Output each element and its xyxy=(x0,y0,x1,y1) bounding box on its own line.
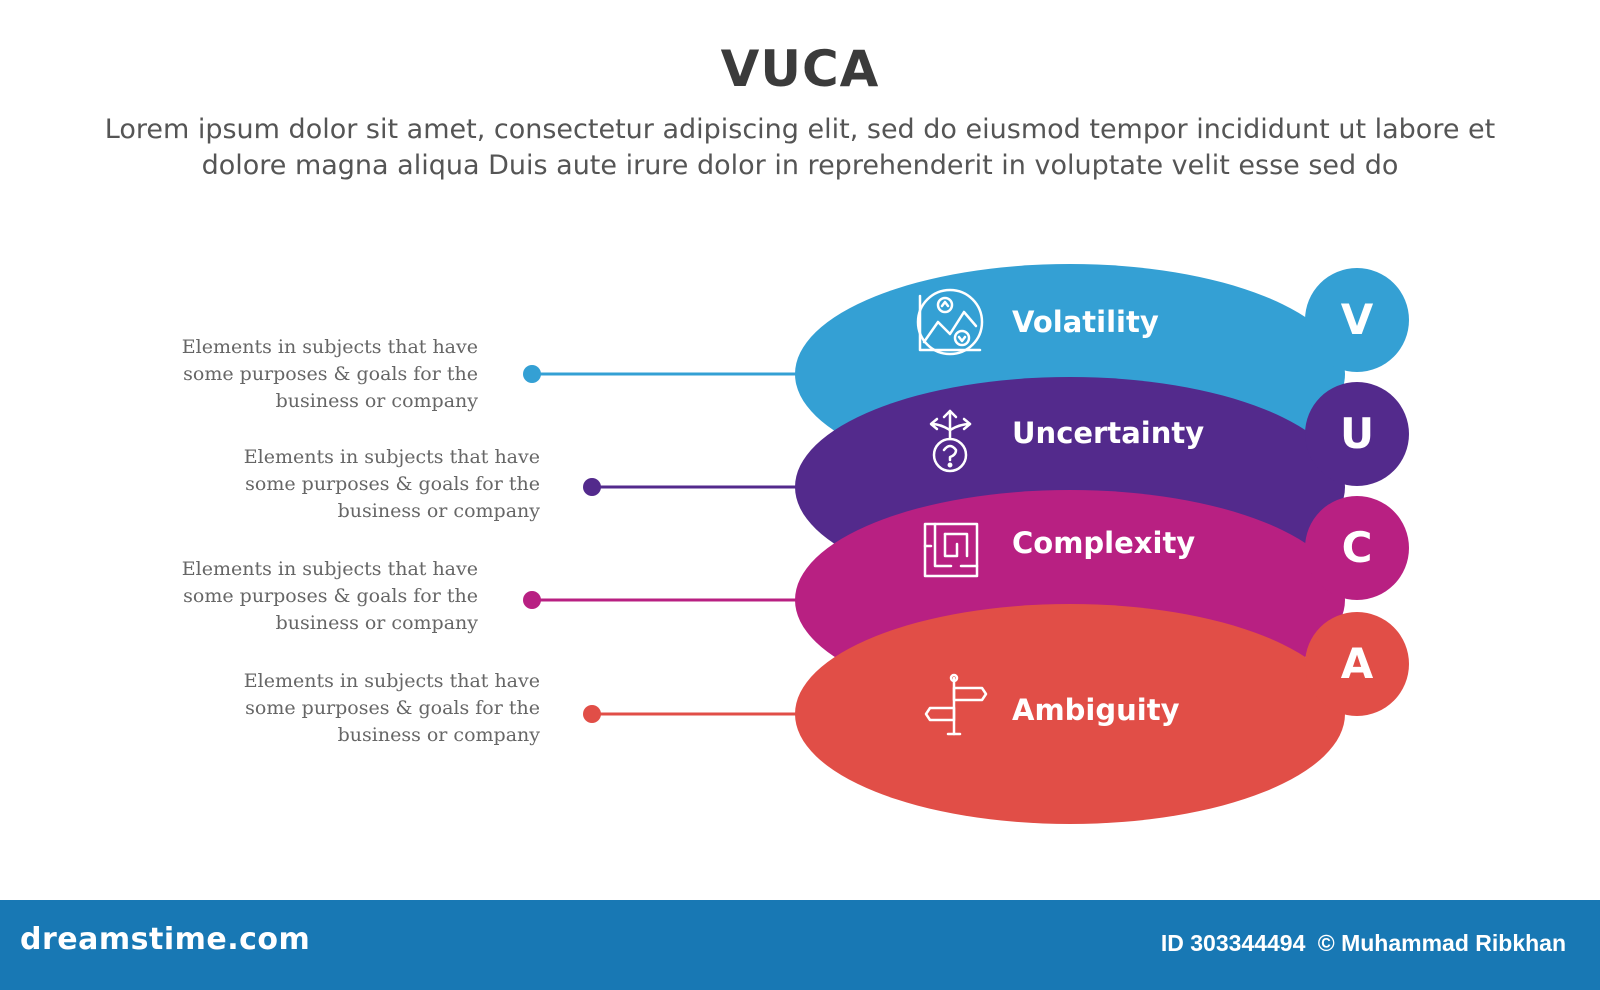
image-credit xyxy=(1161,930,1572,957)
letter-u: U xyxy=(1339,409,1375,458)
description-uncertainty: Elements in subjects that have some purposes & goals for the business or company xyxy=(243,446,540,522)
label-ambiguity: Ambiguity xyxy=(1012,693,1180,727)
letter-a: A xyxy=(1340,639,1374,688)
label-complexity: Complexity xyxy=(1012,526,1196,560)
label-volatility: Volatility xyxy=(1012,305,1159,339)
letter-c: C xyxy=(1341,523,1373,572)
label-uncertainty: Uncertainty xyxy=(1012,416,1205,450)
connector-ambiguity xyxy=(583,705,800,723)
page-subtitle: Lorem ipsum dolor sit amet, consectetur adipiscing elit, sed do eiusmod tempor incididunt ut labore et dolore magna aliqua Duis aute irure dolor in reprehenderit in voluptate velit esse sed do xyxy=(104,114,1496,181)
copyright: © Muhammad Ribkhan xyxy=(1317,930,1566,956)
connector-volatility xyxy=(523,365,800,383)
image-id: ID 303344494 xyxy=(1160,930,1306,956)
brand-logo: dreamstime.com xyxy=(20,922,311,957)
connector-complexity xyxy=(523,591,800,609)
letter-v: V xyxy=(1340,295,1374,344)
connector-uncertainty xyxy=(583,478,800,496)
description-ambiguity: Elements in subjects that have some purposes & goals for the business or company xyxy=(243,670,540,746)
footer-bar xyxy=(0,900,1600,990)
description-complexity: Elements in subjects that have some purposes & goals for the business or company xyxy=(181,558,478,634)
page-title: VUCA xyxy=(720,40,880,98)
description-volatility: Elements in subjects that have some purposes & goals for the business or company xyxy=(181,336,478,412)
